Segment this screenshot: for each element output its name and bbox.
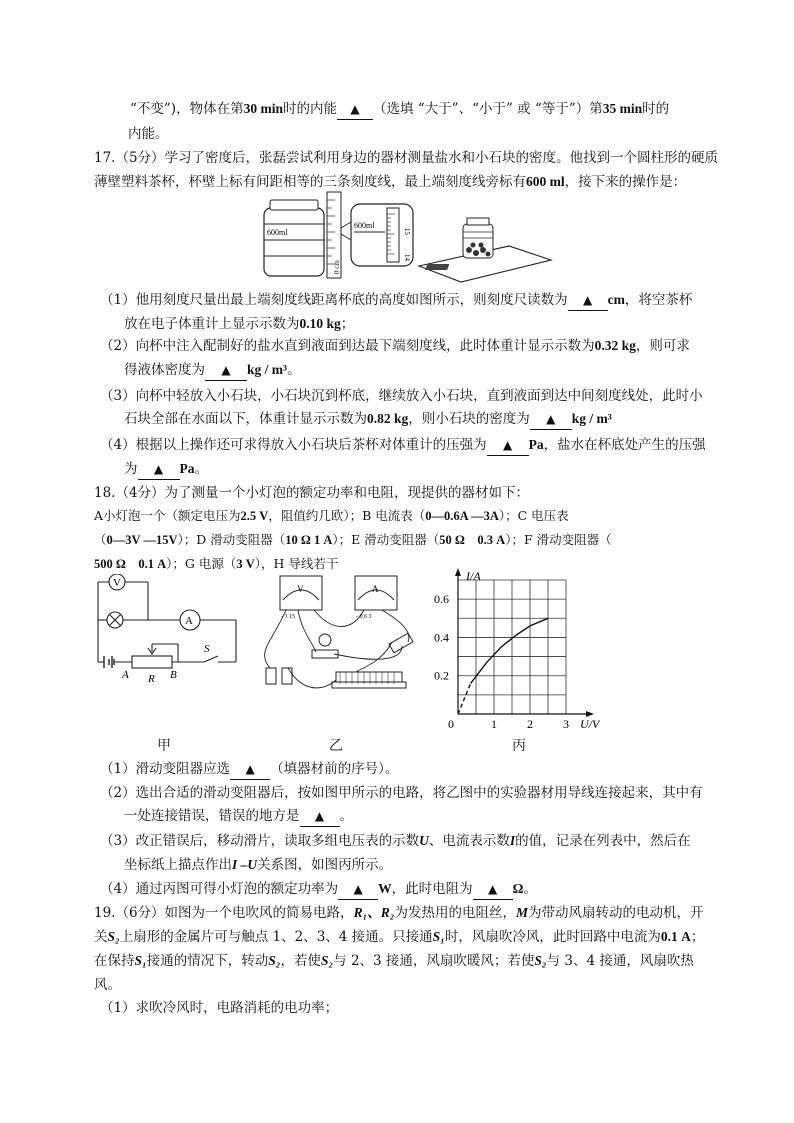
text-line: 薄壁塑料茶杯，杯壁上标有间距相等的三条刻度线，最上端刻度线旁标有600 ml，接下来的操作是： (94, 174, 687, 190)
y-tick-label: 0.2 (434, 668, 449, 683)
answer-blank[interactable]: ▲ (473, 879, 513, 900)
x-tick-label: 0 (448, 717, 454, 731)
ruler-mark-14: 14 (403, 254, 411, 261)
label-r: R (148, 673, 155, 685)
figure-17-cup-ruler (255, 188, 555, 284)
text-line: 坐标纸上描点作出I –U关系图，如图丙所示。 (124, 857, 393, 873)
text-line: （0—3V —15V）；D 滑动变阻器（10 Ω 1 A）；E 滑动变阻器（50 Ω 0.3 A）；F 滑动变阻器（ (94, 532, 612, 547)
text-line: “不变”)，物体在第30 min时的内能 ▲ （选填 “大于”、“小于” 或 “等于”）第35 min时的 (130, 99, 669, 120)
figure-bing-iu-chart (430, 568, 600, 732)
label-b: B (170, 669, 177, 681)
text-line: 风。 (94, 977, 121, 993)
answer-blank[interactable]: ▲ (337, 99, 373, 120)
answer-blank[interactable]: ▲ (487, 435, 529, 456)
iu-curve-dashed (458, 683, 471, 714)
text-line: 石块全部在水面以下，体重计显示示数为0.82 kg，则小石块的密度为 ▲ kg / m³ (124, 409, 612, 430)
chart-y-label: I/A (466, 569, 481, 583)
text-line: 得液体密度为 ▲ kg / m³。 (124, 360, 301, 381)
text-line: （4）根据以上操作还可求得放入小石块后茶杯对体重计的压强为 ▲ Pa，盐水在杯底处产生的压强 (100, 435, 706, 456)
text-line: 一处连接错误，错误的地方是 ▲ 。 (124, 806, 353, 827)
x-tick-label: 2 (527, 717, 533, 731)
answer-blank[interactable]: ▲ (530, 409, 572, 430)
answer-blank[interactable]: ▲ (568, 290, 608, 311)
caption-jia: 甲 (157, 738, 171, 754)
ruler-unit: 0 cm (333, 260, 341, 274)
text-line: 内能。 (128, 126, 169, 142)
figure-yi-apparatus (252, 572, 422, 712)
text-line: 放在电子体重计上显示示数为0.10 kg； (124, 316, 355, 332)
ammeter-unit: A (372, 584, 379, 594)
chart-series (458, 618, 548, 714)
x-tick-label: 1 (491, 717, 497, 731)
x-tick-label: 3 (563, 717, 569, 731)
answer-blank[interactable]: ▲ (205, 360, 247, 381)
label-s: S (204, 643, 210, 655)
text-line: （1）求吹冷风时，电路消耗的电功率； (100, 1000, 339, 1016)
figure-jia-circuit (92, 574, 242, 690)
text-line: 为 ▲ Pa。 (124, 459, 208, 480)
zoom-label: 600ml (354, 221, 375, 230)
answer-blank[interactable]: ▲ (230, 759, 270, 780)
text-line: （2）向杯中注入配制好的盐水直到液面到达最下端刻度线，此时体重计显示示数为0.32 kg，则可求 (100, 338, 690, 354)
ruler-mark-15: 15 (403, 228, 411, 235)
jar-label: 600ml (267, 228, 288, 237)
voltmeter-symbol: V (113, 577, 121, 589)
ammeter-terminals: - 0.6 3 (356, 614, 372, 620)
chart-grid (458, 580, 566, 714)
voltmeter-unit: V (297, 584, 304, 594)
text-line: （2）选出合适的滑动变阻器后，按如图甲所示的电路，将乙图中的实验器材用导线连接起来，其中有 (100, 785, 703, 801)
caption-bing: 丙 (512, 738, 526, 754)
question-18-stem: 18.（4分）为了测量一个小灯泡的额定功率和电阻，现提供的器材如下： (94, 485, 530, 501)
text-line: 500 Ω 0.1 A）；G 电源（3 V），H 导线若干 (94, 556, 339, 571)
chart-x-label: U/V (580, 717, 600, 731)
text-line: （3）改正错误后，移动滑片，读取多组电压表的示数U、电流表示数I的值，记录在列表中，然后在 (100, 833, 691, 849)
text-line: A小灯泡一个（额定电压为2.5 V，阻值约几欧）；B 电流表（0—0.6A —3A）；C 电压表 (94, 508, 569, 523)
text-line: （3）向杯中轻放入小石块，小石块沉到杯底，继续放入小石块，直到液面到达中间刻度线处，此时小 (100, 388, 703, 404)
question-19-stem: 19.（6分）如图为一个电吹风的简易电路，R₁、R₂为发热用的电阻丝，M为带动风扇转动的电动机，开 (94, 905, 704, 921)
caption-yi: 乙 (329, 738, 343, 754)
iu-curve (471, 618, 548, 683)
question-17-stem: 17.（5分）学习了密度后，张磊尝试利用身边的器材测量盐水和小石块的密度。他找到一个圆柱形的硬质 (94, 150, 719, 166)
answer-blank[interactable]: ▲ (300, 806, 340, 827)
answer-blank[interactable]: ▲ (138, 459, 180, 480)
label-a: A (122, 669, 129, 681)
chart-ticks (434, 592, 569, 731)
text-line: 在保持S₁接通的情况下，转动S₂，若使S₂与 2、3 接通，风扇吹暖风；若使S₂与 3、4 接通，风扇吹热 (94, 953, 694, 969)
text-line: （1）滑动变阻器应选 ▲ （填器材前的序号）。 (100, 759, 398, 780)
voltmeter-terminals: - 3 15 (281, 614, 295, 620)
y-tick-label: 0.6 (434, 592, 449, 607)
text-line: （4）通过丙图可得小灯泡的额定功率为 ▲ W，此时电阻为 ▲ Ω。 (100, 879, 537, 900)
y-tick-label: 0.4 (434, 630, 449, 645)
text-line: 关S₂上扇形的金属片可与触点 1、2、3、4 接通。只接通S₁时，风扇吹冷风，此时回路中电流为0.1 A； (94, 929, 705, 945)
y-axis-arrow (455, 568, 461, 576)
ammeter-symbol: A (185, 615, 193, 627)
text-line: （1）他用刻度尺量出最上端刻度线距离杯底的高度如图所示，则刻度尺读数为 ▲ cm，将空茶杯 (100, 290, 692, 311)
answer-blank[interactable]: ▲ (338, 879, 378, 900)
